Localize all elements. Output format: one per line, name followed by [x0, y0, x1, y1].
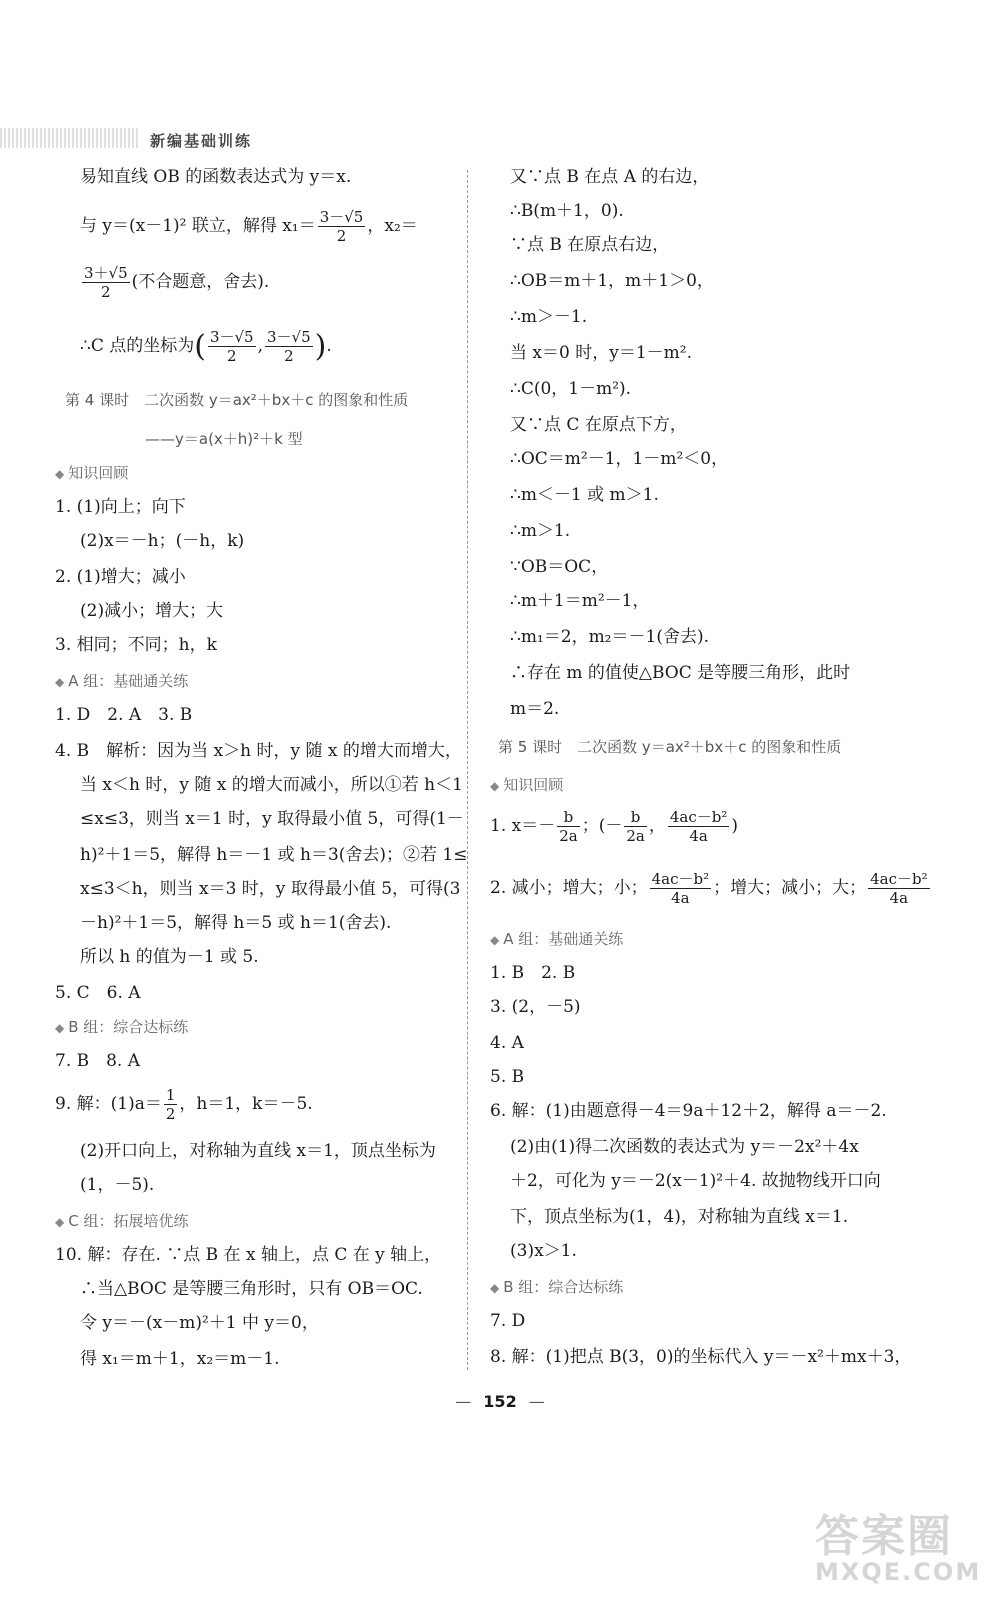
text-line: 1. (1)向上；向下 [55, 497, 186, 517]
paren: ( [194, 329, 206, 364]
diamond-icon: ◆ [490, 933, 500, 947]
denominator: 4a [889, 889, 909, 907]
text-line: 8. 解：(1)把点 B(3，0)的坐标代入 y＝－x²＋mx＋3， [490, 1347, 912, 1367]
denominator: 2 [336, 227, 347, 245]
lesson-title: 第 4 课时 二次函数 y＝ax²＋bx＋c 的图象和性质 [65, 391, 409, 409]
text-line: 当 x＝0 时，y＝1－m². [510, 343, 692, 363]
section-heading [490, 1278, 623, 1298]
section-label: A 组：基础通关练 [68, 672, 189, 690]
text-line: ∴m＋1＝m²－1， [510, 591, 650, 611]
page-number [0, 1392, 1000, 1411]
text-line [55, 1086, 313, 1123]
fraction [668, 808, 730, 845]
text-line: ∴当△BOC 是等腰三角形时，只有 OB＝OC. [80, 1279, 423, 1299]
text-line: 令 y＝－(x－m)²＋1 中 y＝0， [80, 1313, 319, 1333]
text-line: 6. 解：(1)由题意得－4＝9a＋12＋2，解得 a＝－2. [490, 1101, 887, 1121]
lesson-subtitle: ——y＝a(x＋h)²＋k 型 [145, 430, 303, 448]
text-line: ∵点 B 在原点右边， [510, 235, 670, 255]
section-label: 知识回顾 [68, 464, 129, 482]
numerator: b [624, 808, 647, 827]
section-label: B 组：综合达标练 [68, 1018, 189, 1036]
denominator: 2a [626, 827, 645, 845]
section-heading [55, 464, 128, 484]
header-pattern [0, 128, 140, 148]
fraction [557, 808, 580, 845]
text-line: 1. B 2. B [490, 963, 576, 983]
text-line: 5. C 6. A [55, 983, 141, 1003]
text-span: ；增大；减小；大； [713, 878, 867, 898]
denominator: 2 [101, 283, 111, 301]
fraction [82, 264, 130, 301]
diamond-icon: ◆ [490, 1281, 500, 1295]
section-label: 知识回顾 [503, 776, 564, 794]
text-line: ∴m＜－1 或 m＞1. [510, 485, 659, 505]
text-span: 与 y＝(x－1)² 联立，解得 x₁＝ [80, 216, 316, 236]
text-line: 当 x＜h 时，y 随 x 的增大而减小，所以①若 h＜1 [80, 775, 463, 795]
numerator: 4ac－b² [651, 870, 710, 888]
fraction [318, 208, 366, 245]
fraction [868, 870, 930, 907]
text-line: 又∵点 C 在原点下方， [510, 415, 687, 435]
text-span: 9. 解：(1)a＝ [55, 1094, 162, 1114]
denominator: 2 [284, 347, 294, 365]
column-divider [467, 170, 468, 1370]
text-line: x≤3＜h，则当 x＝3 时，y 取得最小值 5，可得(3 [80, 879, 461, 899]
text-line [490, 808, 738, 845]
diamond-icon: ◆ [55, 1021, 65, 1035]
fraction [265, 328, 313, 365]
text-line: ≤x≤3，则当 x＝1 时，y 取得最小值 5，可得(1－ [80, 809, 464, 829]
text-span: ， [648, 816, 666, 836]
text-line: (2)开口向上，对称轴为直线 x＝1，顶点坐标为 [80, 1141, 436, 1161]
section-heading [55, 1212, 188, 1232]
text-line [80, 264, 269, 301]
paren: ) [314, 329, 327, 364]
numerator: 1 [165, 1086, 176, 1104]
fraction [650, 870, 712, 907]
text-line: 下，顶点坐标为(1，4)，对称轴为直线 x＝1. [510, 1207, 849, 1227]
section-heading [490, 930, 623, 950]
text-line: ＋2，可化为 y＝－2(x－1)²＋4. 故抛物线开口向 [510, 1171, 881, 1191]
text-line: ∴C 点的坐标为( $\frac{3-√5}{2}$ , $\frac{3-√5}{2}$ ). [80, 328, 332, 365]
text-line: 10. 解：存在. ∵点 B 在 x 轴上，点 C 在 y 轴上， [55, 1245, 442, 1265]
dash-decoration: — [455, 1392, 472, 1411]
text-line: 7. D [490, 1311, 526, 1331]
watermark-url: MXQE.COM [815, 1558, 982, 1586]
text-line: h)²＋1＝5，解得 h＝－1 或 h＝3(舍去)；②若 1≤ [80, 845, 468, 865]
text-line: 易知直线 OB 的函数表达式为 y＝x. [80, 167, 352, 187]
text-line: ∴m₁＝2，m₂＝－1(舍去). [510, 627, 709, 647]
text-line: 3. 相同；不同；h，k [55, 635, 217, 655]
text-line: m＝2. [510, 699, 560, 719]
section-heading [55, 672, 188, 692]
fraction [208, 328, 256, 365]
denominator: 4a [671, 889, 690, 907]
numerator: 3－√5 [319, 208, 364, 226]
text-line: (2)由(1)得二次函数的表达式为 y＝－2x²＋4x [510, 1137, 859, 1157]
text-span: ∴C 点的坐标为 [80, 336, 195, 356]
text-line: 5. B [490, 1067, 525, 1087]
section-heading [490, 776, 563, 796]
text-line: 得 x₁＝m＋1，x₂＝m－1. [80, 1349, 280, 1369]
page-header-title: 新编基础训练 [150, 132, 253, 150]
watermark-logo [805, 1500, 985, 1590]
text-span: 1. x＝－ [490, 816, 556, 836]
denominator: 4a [689, 827, 708, 845]
text-line: (3)x＞1. [510, 1241, 577, 1261]
text-span: ，x₂＝ [367, 216, 418, 236]
diamond-icon: ◆ [55, 675, 65, 689]
text-line: 1. D 2. A 3. B [55, 705, 193, 725]
text-line: ∴存在 m 的值使△BOC 是等腰三角形，此时 [510, 663, 851, 683]
text-line: (1，－5). [80, 1175, 155, 1195]
text-line: ∴C(0，1－m²). [510, 379, 632, 399]
numerator: 3－√5 [267, 328, 311, 346]
text-line: ∴B(m＋1，0). [510, 201, 624, 221]
text-line: ∴OC＝m²－1，1－m²＜0， [510, 449, 729, 469]
section-label: B 组：综合达标练 [503, 1278, 624, 1296]
section-heading [55, 1018, 188, 1038]
numerator: 3－√5 [209, 328, 254, 346]
diamond-icon: ◆ [490, 779, 500, 793]
text-line: ∴OB＝m＋1，m＋1＞0， [510, 271, 714, 291]
denominator: 2a [559, 827, 578, 845]
text-line: (2)减小；增大；大 [80, 601, 224, 621]
text-line: ∴m＞1. [510, 521, 571, 541]
text-line: 4. B 解析：因为当 x＞h 时，y 随 x 的增大而增大， [55, 741, 462, 761]
fraction [164, 1086, 178, 1123]
text-line: 又∵点 B 在点 A 的右边， [510, 167, 710, 187]
text-span: 2. 减小；增大；小； [490, 878, 648, 898]
diamond-icon: ◆ [55, 1215, 65, 1229]
text-line: 2. (1)增大；减小 [55, 567, 186, 587]
denominator: 2 [165, 1105, 176, 1123]
fraction [624, 808, 647, 845]
section-label: C 组：拓展培优练 [68, 1212, 189, 1230]
text-line: ∴m＞－1. [510, 307, 588, 327]
text-span: ；(－ [581, 816, 623, 836]
numerator: 3＋√5 [84, 264, 128, 282]
diamond-icon: ◆ [55, 467, 65, 481]
text-line: 3. (2，－5) [490, 997, 581, 1017]
page-number-value: 152 [483, 1392, 517, 1411]
dash-decoration: — [528, 1392, 545, 1411]
numerator: b [557, 808, 580, 827]
text-line: 所以 h 的值为－1 或 5. [80, 947, 259, 967]
text-span: ) [731, 816, 739, 836]
text-line: ∵OB＝OC， [510, 557, 609, 577]
text-span: ，h＝1，k＝－5. [179, 1094, 313, 1114]
watermark-text: 答案圈 [815, 1511, 953, 1562]
lesson-title: 第 5 课时 二次函数 y＝ax²＋bx＋c 的图象和性质 [498, 738, 842, 756]
text-line [490, 870, 932, 907]
numerator: 4ac－b² [669, 808, 728, 826]
text-line [80, 208, 418, 245]
text-line: 7. B 8. A [55, 1051, 141, 1071]
text-line: 4. A [490, 1033, 524, 1053]
numerator: 4ac－b² [870, 870, 928, 888]
denominator: 2 [227, 347, 237, 365]
text-line: －h)²＋1＝5，解得 h＝5 或 h＝1(舍去). [80, 913, 392, 933]
text-span: (不合题意，舍去). [131, 272, 270, 292]
text-line: (2)x＝－h；(－h，k) [80, 531, 245, 551]
section-label: A 组：基础通关练 [503, 930, 624, 948]
